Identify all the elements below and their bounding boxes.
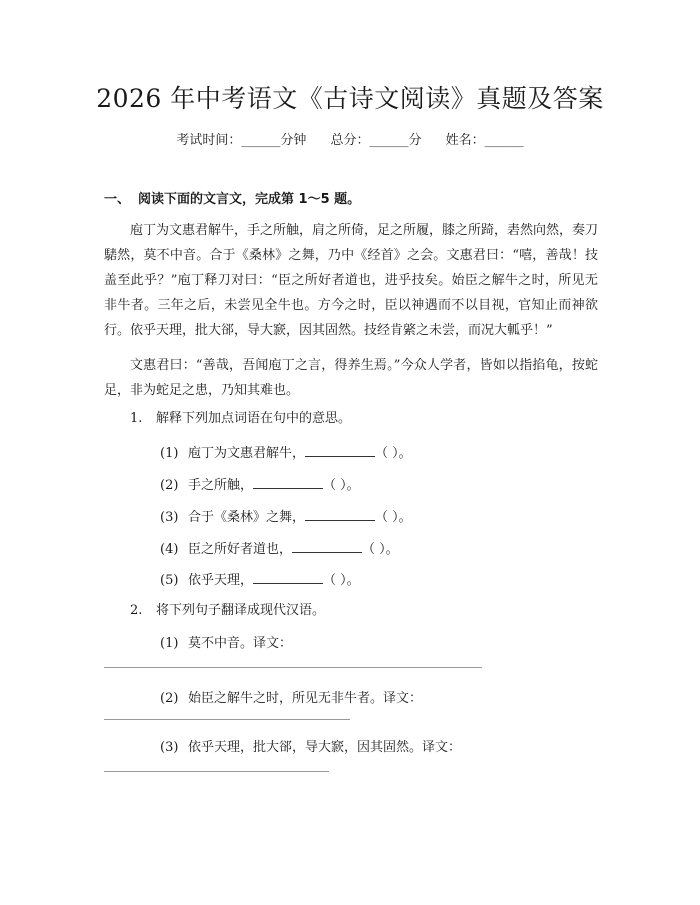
q1-item-4 [160,538,399,560]
exam-time-field: 考试时间：______分钟 [176,133,307,148]
answer-blank[interactable] [253,474,323,489]
item-number: (1) [160,446,179,461]
q2-item-1 [160,634,292,654]
answer-blank[interactable] [253,569,323,584]
section-heading [104,190,360,210]
q2-item-2 [160,689,422,709]
item-tail: （ ）。 [323,573,360,588]
item-tail: （ ）。 [375,446,412,461]
q1-item-5 [160,569,360,591]
item-tail: （ ）。 [375,510,412,525]
item-text: 臣之所好者道也， [188,542,293,557]
item-number: (2) [160,478,179,493]
item-text: 依乎天理， [188,573,254,588]
item-number: (3) [160,510,179,525]
q1-item-2 [160,474,360,496]
section-number: 一、 [104,192,131,207]
q2-item-3 [160,738,461,758]
passage-paragraph-1: 庖丁为文惠君解牛，手之所触，肩之所倚，足之所履，膝之所踦，砉然向然，奏刀騞然，莫不中音。合于《桑林》之舞，乃中《经首》之会。文惠君曰：“嘻，善哉！技盖至此乎？”庖丁释刀对曰：“臣之所好者道也，进乎技矣。始臣之解牛之时，所见无非牛者。三年之后，未尝见全牛也。方今之时，臣以神遇而不以目视，官知止而神欲行。依乎天理，批大郤，导大窾，因其固然。技经肯綮之未尝，而况大軱乎！” [104,223,599,338]
item-tail: （ ）。 [362,542,399,557]
item-number: (1) [160,636,179,651]
question-number: 1. [130,411,143,426]
item-number: (4) [160,542,179,557]
answer-blank[interactable] [292,538,362,553]
passage-paragraph-2: 文惠君曰：“善哉，吾闻庖丁之言，得养生焉。”今众人学者，皆如以指掐龟，按蛇足，非为蛇足之患，乃知其难也。 [104,358,598,398]
item-number: (5) [160,573,179,588]
item-text: 依乎天理，批大郤，导大窾，因其固然。译文： [188,740,462,755]
answer-blank[interactable] [305,442,375,457]
item-text: 手之所触， [188,478,254,493]
q1-item-1 [160,442,412,464]
question-prompt: 将下列句子翻译成现代汉语。 [156,603,326,618]
question-1 [130,409,351,429]
total-score-field: 总分：______分 [330,133,422,148]
translation-answer-line-2[interactable] [104,719,350,720]
section-instruction: 阅读下面的文言文，完成第 1～5 题。 [138,192,361,207]
student-name-field: 姓名：______ [445,133,524,148]
item-number: (3) [160,740,179,755]
item-text: 合于《桑林》之舞， [188,510,306,525]
item-text: 始臣之解牛之时，所见无非牛者。译文： [188,691,423,706]
question-2 [130,601,325,621]
document-title: 2026 年中考语文《古诗文阅读》真题及答案 [96,84,604,113]
exam-info-row [0,131,700,151]
item-tail: （ ）。 [323,478,360,493]
translation-answer-line-3[interactable] [104,771,329,772]
question-number: 2. [130,603,143,618]
item-text: 庖丁为文惠君解牛， [188,446,306,461]
translation-answer-line-1[interactable] [104,667,482,668]
q1-item-3 [160,506,412,528]
item-text: 莫不中音。译文： [188,636,293,651]
question-prompt: 解释下列加点词语在句中的意思。 [156,411,352,426]
answer-blank[interactable] [305,506,375,521]
item-number: (2) [160,691,179,706]
